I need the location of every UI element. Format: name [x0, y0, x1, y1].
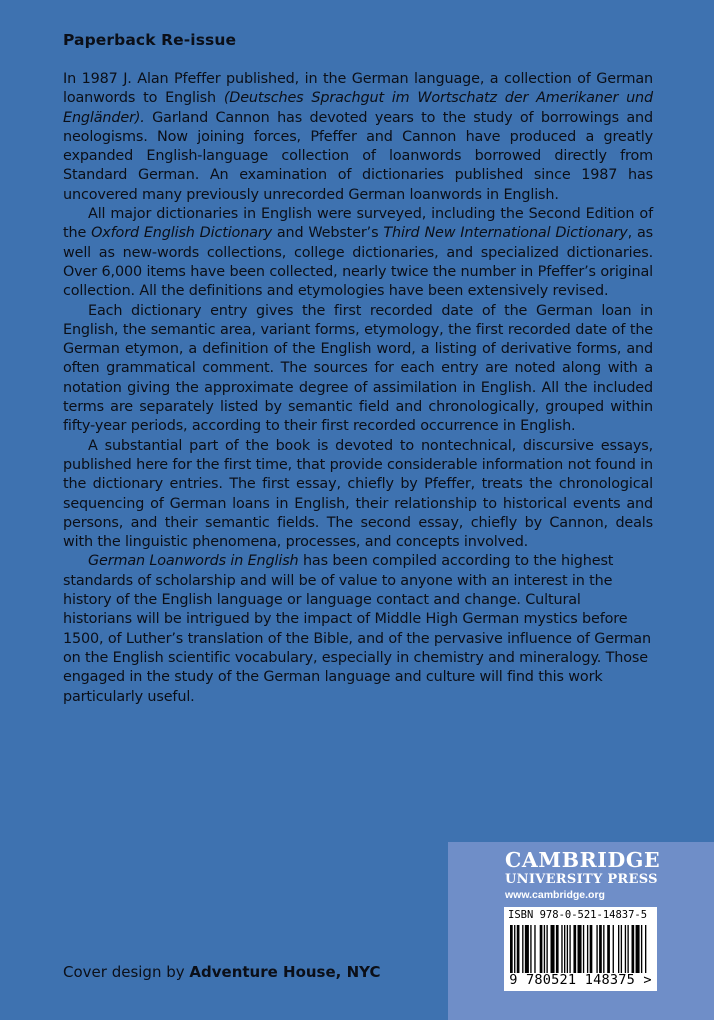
barcode-bar — [636, 925, 640, 973]
barcode-bar — [625, 925, 626, 973]
publisher-logo-name: CAMBRIDGE — [505, 848, 661, 872]
barcode-number: 9 780521 148375 > — [509, 972, 652, 988]
blurb-paragraph-5: German Loanwords in English has been compiled according to the highest standards of scholarship and will be of value to anyone with an interest in the history of the English language or language contact and change. Cultural historians will be intrigued by the impact of Middle High German mystics before 1500, of Luther’s translation of the Bible, and of the pervasive influence of German on the English scientific vocabulary, especially in chemistry and mineralogy. Those engaged in the study of the German language and culture will find this work particularly useful. — [63, 553, 651, 705]
book-title: German Loanwords in English — [88, 553, 299, 570]
barcode-bar — [564, 925, 565, 973]
cover-heading: Paperback Re-issue — [63, 31, 237, 49]
barcode-bar — [561, 925, 562, 973]
barcode-bar — [569, 925, 570, 973]
barcode-bar — [573, 925, 576, 973]
barcode-bar — [583, 925, 584, 973]
barcode-bar — [613, 925, 614, 973]
barcode-bar — [596, 925, 597, 973]
barcode-bar — [534, 925, 535, 973]
barcode-bar — [567, 925, 568, 973]
publisher-logo-subtitle: UNIVERSITY PRESS — [505, 872, 658, 887]
barcode-bar — [645, 925, 646, 973]
barcode-bar — [641, 925, 642, 973]
blurb-text — [63, 70, 653, 707]
barcode-bar — [510, 925, 513, 973]
barcode-bar — [540, 925, 543, 973]
barcode-bar — [546, 925, 547, 973]
barcode-bar — [632, 925, 635, 973]
barcode-bar — [544, 925, 545, 973]
barcode-bar — [627, 925, 628, 973]
original-title: (Deutsches Sprachgut im Wortschatz der Amerikaner und Engländer). — [63, 90, 654, 126]
isbn-label: ISBN 978-0-521-14837-5 — [508, 909, 648, 921]
cover-design-credit: Cover design by Adventure House, NYC — [63, 963, 381, 981]
barcode-bar — [522, 925, 523, 973]
barcode-bar — [525, 925, 529, 973]
barcode-bar — [514, 925, 515, 973]
publisher-panel — [448, 842, 714, 1020]
barcode-bar — [530, 925, 531, 973]
barcode-bar — [599, 925, 602, 973]
barcode-bar — [587, 925, 588, 973]
barcode-bar — [607, 925, 610, 973]
oed-title: Oxford English Dictionary — [91, 225, 272, 242]
websters-title: Third New International Dictionary — [383, 225, 628, 242]
barcode-bar — [578, 925, 582, 973]
blurb-paragraph-1: In 1987 J. Alan Pfeffer published, in the German language, a collection of German loanwords to English (Deutsches Sprachgut im Wortschatz der Amerikaner und Engländer). Garland Cannon has devoted years to the study of borrowings and neologisms. Now joining forces, Pfeffer and Cannon have produced a greatly expanded English-language collection of loanwords borrowed directly from Standard German. An examination of dictionaries published since 1987 has uncovered many previously unrecorded German loanwords in English. — [63, 71, 654, 203]
blurb-paragraph-2: All major dictionaries in English were surveyed, including the Second Edition of the Oxford English Dictionary and Webster’s Third New International Dictionary, as well as new-words collections, college dictionaries, and specialized dictionaries. Over 6,000 items have been collected, nearly twice the number in Pfeffer’s original collection. All the definitions and etymologies have been extensively revised. — [63, 206, 654, 300]
barcode-bar — [517, 925, 520, 973]
barcode-bars — [510, 925, 651, 973]
designer-name: Adventure House, NYC — [189, 963, 381, 981]
barcode-bar — [551, 925, 555, 973]
barcode-bar — [556, 925, 559, 973]
barcode-bar — [603, 925, 604, 973]
barcode-bar — [590, 925, 593, 973]
blurb-paragraph-3: Each dictionary entry gives the first recorded date of the German loan in English, the semantic area, variant forms, etymology, the first recorded date of the German etymon, a definition of the English word, a listing of derivative forms, and often grammatical comment. The sources for each entry are noted along with a notation giving the approximate degree of assimilation in English. All the included terms are separately listed by semantic field and chronologically, grouped within fifty-year periods, according to their first recorded occurrence in English. — [63, 302, 653, 435]
blurb-paragraph-4: A substantial part of the book is devoted to nontechnical, discursive essays, published here for the first time, that provide considerable information not found in the dictionary entries. The first essay, chiefly by Pfeffer, treats the chronological sequencing of German loans in English, their relationship to historical events and persons, and their semantic fields. The second essay, chiefly by Cannon, deals with the linguistic phenomena, processes, and concepts involved. — [63, 437, 653, 551]
barcode-box — [504, 907, 657, 991]
barcode-bar — [618, 925, 619, 973]
publisher-url[interactable]: www.cambridge.org — [505, 889, 605, 901]
barcode-bar — [621, 925, 622, 973]
